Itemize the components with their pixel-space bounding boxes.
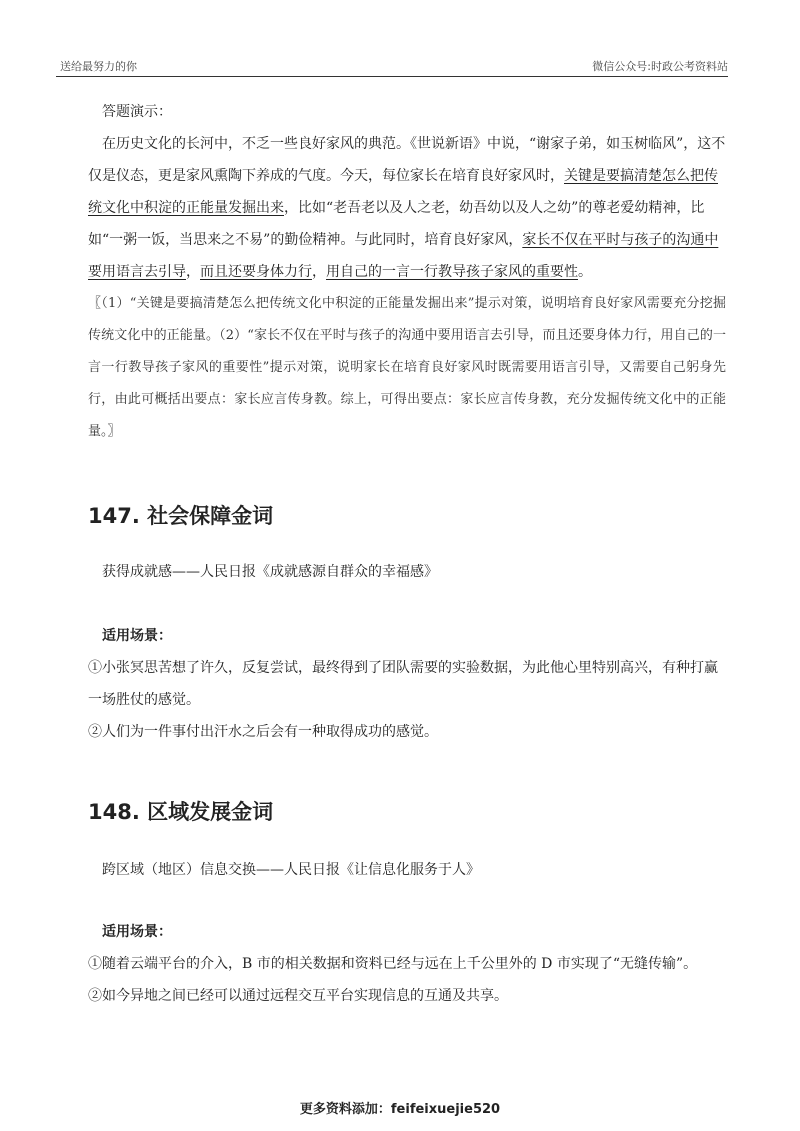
section-147-source: 获得成就感——人民日报《成就感源自群众的幸福感》 [102, 564, 438, 580]
section-148-source: 跨区域（地区）信息交换——人民日报《让信息化服务于人》 [102, 862, 480, 878]
section-148-label: 适用场景： [102, 924, 172, 940]
section-147-title: 147. 社会保障金词 [88, 504, 274, 528]
section-148-item-2: ②如今异地之间已经可以通过远程交互平台实现信息的互通及共享。 [88, 988, 508, 1004]
underlined-phrase: 而且还要身体力行 [200, 264, 312, 280]
underlined-phrase: 家长不仅在平时与孩子的沟通中要用语言去引导 [88, 232, 719, 280]
header-left-text: 送给最努力的你 [60, 60, 137, 73]
header-right-text: 微信公众号:时政公考资料站 [592, 60, 728, 73]
demo-label: 答题演示： [102, 104, 172, 120]
section-148-title: 148. 区域发展金词 [88, 800, 274, 824]
section-148-item-1: ①随着云端平台的介入，B 市的相关数据和资料已经与远在上千公里外的 D 市实现了“无缝传输”。 [88, 956, 698, 972]
underlined-phrase: 用自己的一言一行教导孩子家风的重要性 [326, 264, 578, 280]
section-147-item-2: ②人们为一件事付出汗水之后会有一种取得成功的感觉。 [88, 724, 438, 740]
page-header [56, 56, 728, 77]
underlined-phrase: 关键是要搞清楚怎么把传统文化中积淀的正能量发掘出来 [88, 168, 718, 216]
analysis-note: 〖（1）“关键是要搞清楚怎么把传统文化中积淀的正能量发掘出来”提示对策，说明培育良好家风需要充分挖掘传统文化中的正能量。（2）“家长不仅在平时与孩子的沟通中要用语言去引导，而且还要身体力行，用自己的一言一行教导孩子家风的重要性”提示对策，说明家长在培育良好家风时既需要用语言引导，又需要自己躬身先行，由此可概括出要点：家长应言传身教。综上，可得出要点：家长应言传身教，充分发掘传统文化中的正能量。〗 [88, 296, 726, 439]
page-footer: 更多资料添加：feifeixuejie520 [299, 1102, 501, 1117]
section-147-label: 适用场景： [102, 628, 172, 644]
section-147-item-1: ①小张冥思苦想了许久，反复尝试，最终得到了团队需要的实验数据，为此他心里特别高兴，有种打赢一场胜仗的感觉。 [88, 660, 718, 708]
demo-paragraph: 在历史文化的长河中，不乏一些良好家风的典范。《世说新语》中说，“谢家子弟，如玉树临风”，这不仅是仪态，更是家风熏陶下养成的气度。今天，每位家长在培育良好家风时，关键是要搞清楚怎么把传统文化中积淀的正能量发掘出来，比如“老吾老以及人之老，幼吾幼以及人之幼”的尊老爱幼精神，比如“一粥一饭，当思来之不易”的勤俭精神。与此同时，培育良好家风，家长不仅在平时与孩子的沟通中要用语言去引导，而且还要身体力行，用自己的一言一行教导孩子家风的重要性。 [88, 136, 726, 280]
